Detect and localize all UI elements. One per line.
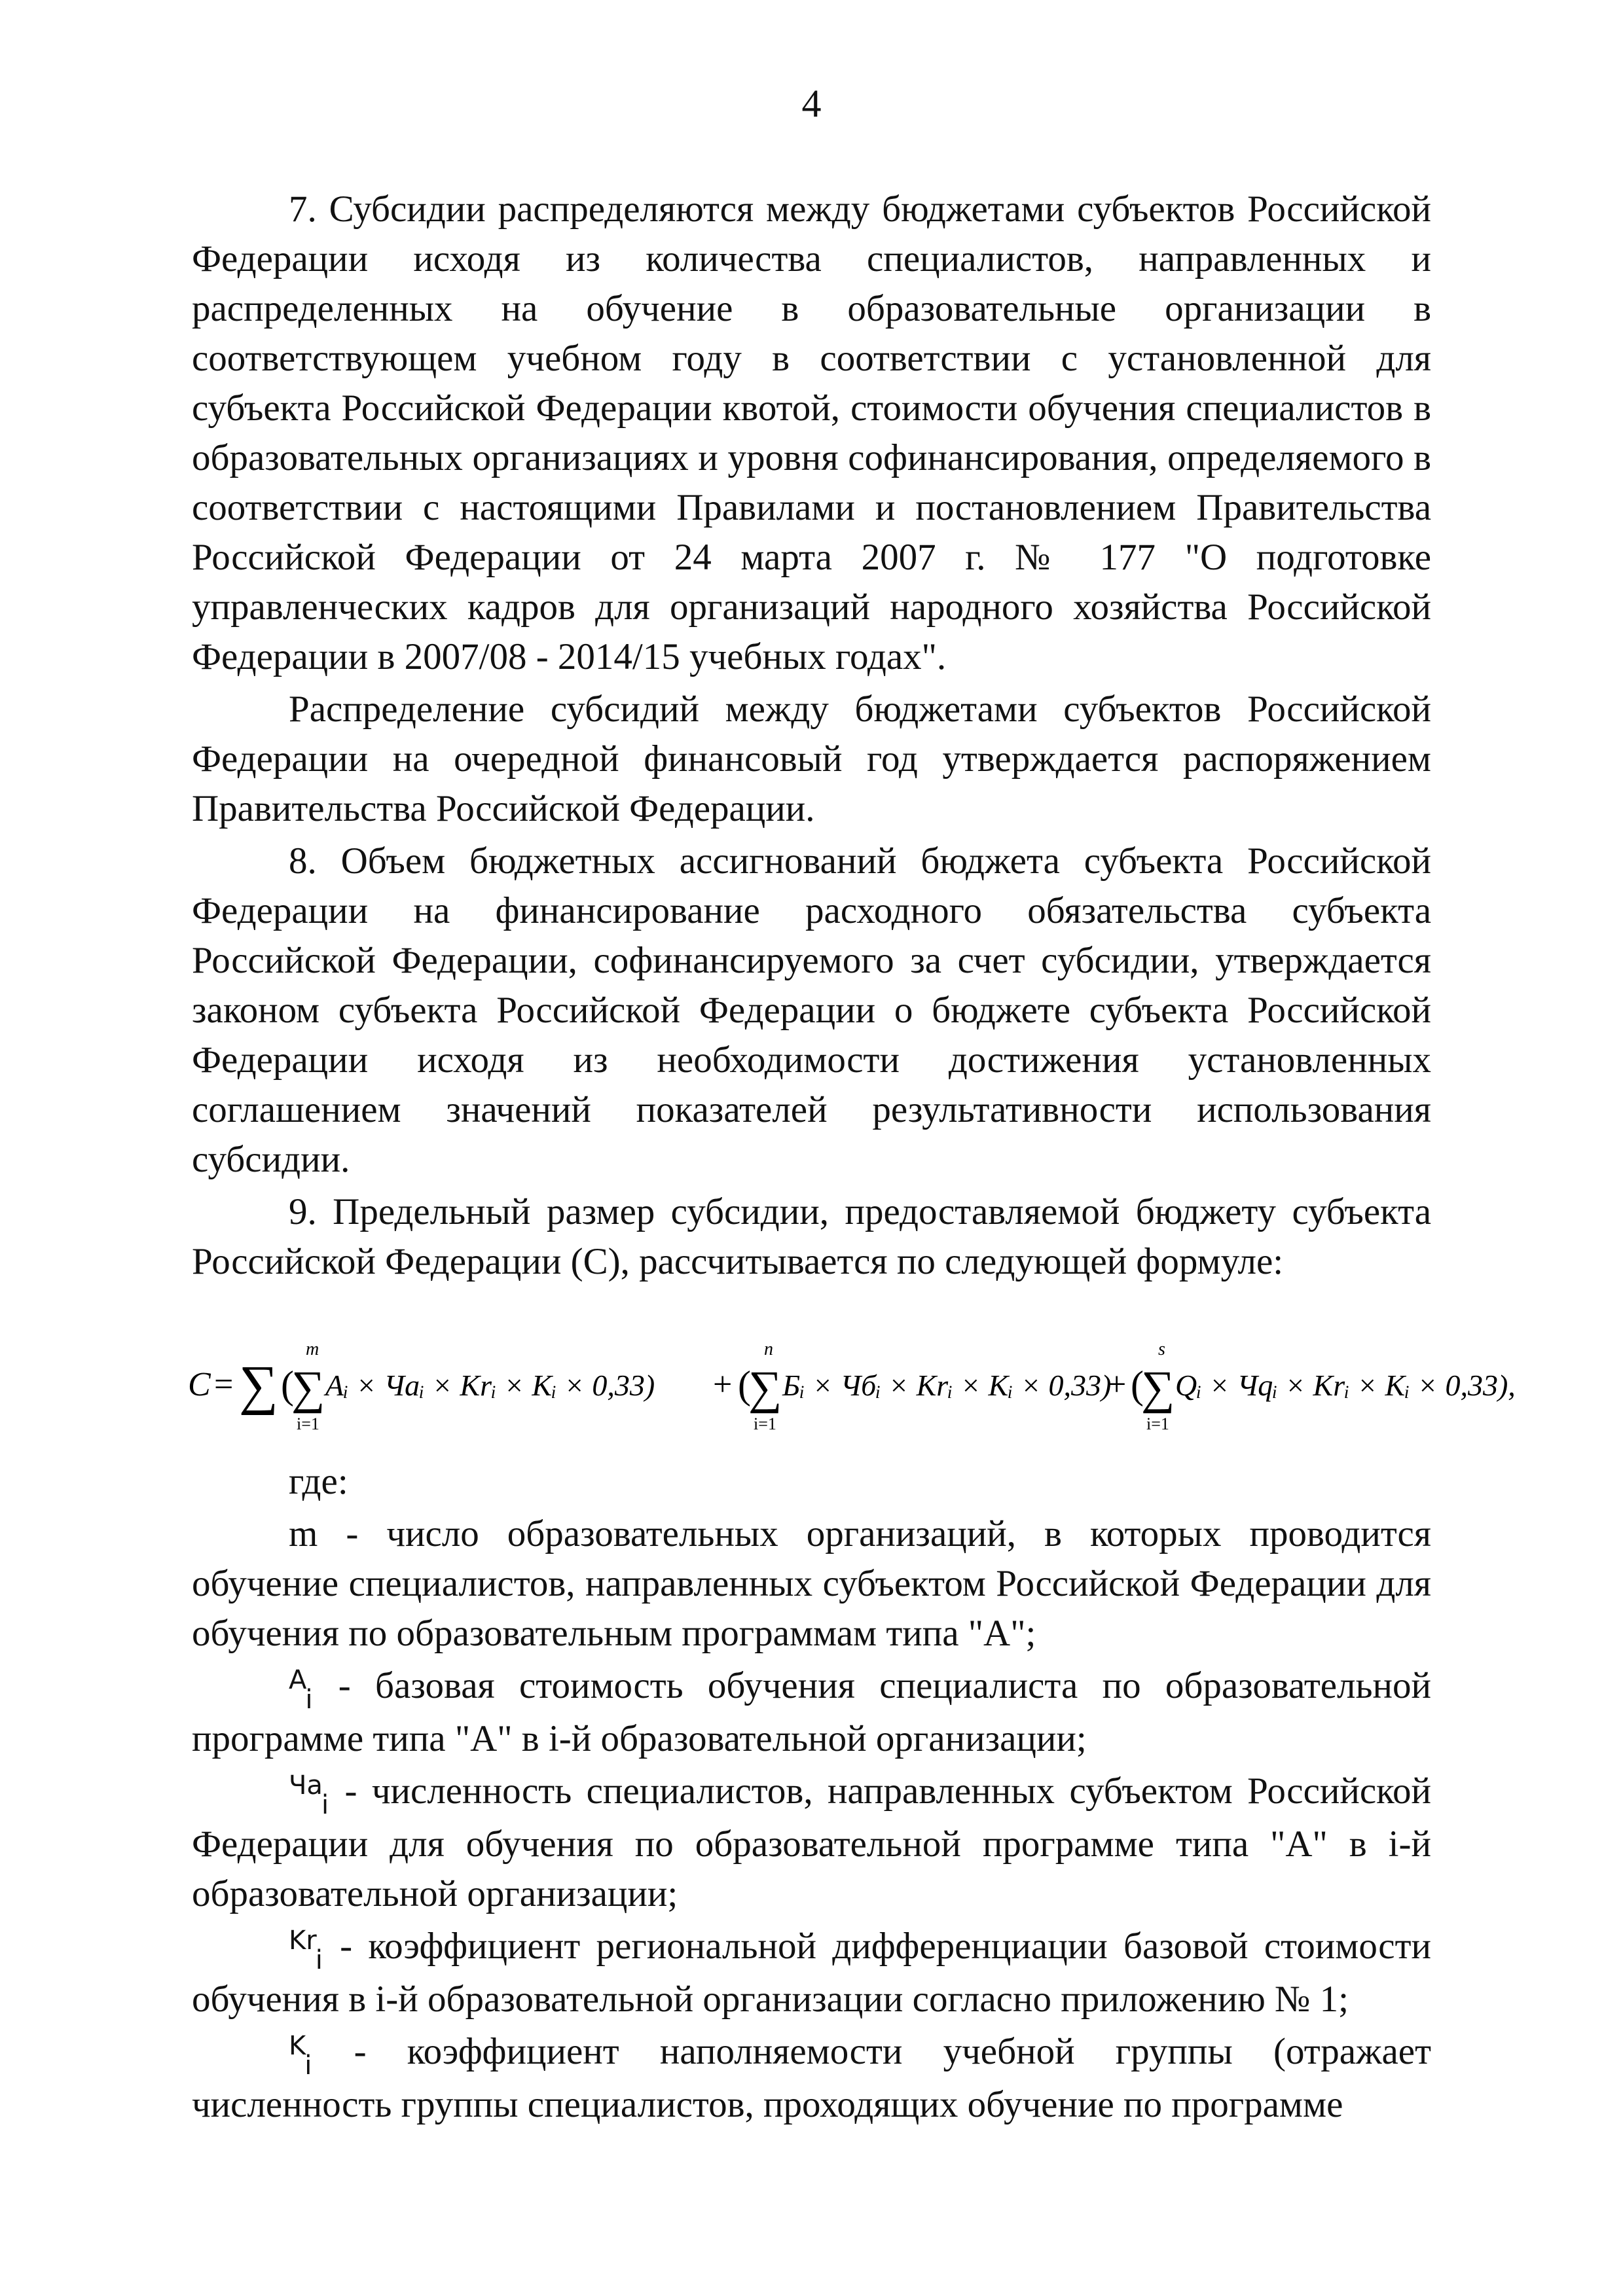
definition-cha-symbol: $^{Чa}_i$ [289,1770,329,1820]
formula-t2-lower: i=1 [754,1414,776,1433]
formula-t3-body: Qᵢ × Чqᵢ × Krᵢ × Kᵢ × 0,33), [1175,1369,1516,1402]
page-number: 4 [801,82,822,125]
definition-cha-text: - численность специалистов, направленных субъектом Российской Федерации для обучения по образовательной программе типа "A" в i-й образовательной организации; [192,1770,1431,1914]
formula-equals: = [214,1366,234,1403]
paragraph-7: 7. Субсидии распределяются между бюджетами субъектов Российской Федерации исходя из количества специалистов, направленных и распределенных на обучение в образовательные организации в соответствующем учебном году в соответствии с установленной для субъекта Российской Федерации квотой, стоимости обучения специалистов в образовательных организациях и уровня софинансирования, определяемого в соответствии с настоящими Правилами и постановлением Правительства Российской Федерации от 24 марта 2007 г. № 177 "О подготовке управленческих кадров для организаций народного хозяйства Российской Федерации в 2007/08 - 2014/15 учебных годах". [192,188,1431,677]
definition-k-text: - коэффициент наполняемости учебной группы (отражает численность группы специалистов, проходящих обучение по программе [192,2031,1431,2125]
definition-kr-symbol: $^{Kr}_i$ [289,1926,323,1975]
where-label: где: [289,1461,348,1502]
definition-m: m - число образовательных организаций, в которых проводится обучение специалистов, направленных субъектом Российской Федерации для обучения по образовательным программам типа "A"; [192,1513,1431,1654]
formula-lhs: C [188,1366,211,1403]
paragraph-7-distribution: Распределение субсидий между бюджетами субъектов Российской Федерации на очередной финансовый год утверждается распоряжением Правительства Российской Федерации. [192,689,1431,829]
definition-cha [192,1767,1431,1919]
formula-t3-lower: i=1 [1146,1414,1169,1433]
document-body [188,185,1516,2130]
formula-open-paren-1: ( [281,1363,294,1407]
formula-open-paren-2: ( [738,1363,751,1407]
definition-a-symbol: $^A_i$ [289,1665,313,1715]
definition-k-symbol: $^K_i$ [289,2031,312,2081]
formula-t1-sum: ∑ [291,1361,325,1414]
formula-plus-1: + [713,1366,733,1403]
formula-outer-sum: ∑ [239,1355,278,1416]
paragraph-9: 9. Предельный размер субсидии, предоставляемой бюджету субъекта Российской Федерации (C), рассчитывается по следующей формуле: [192,1191,1431,1282]
formula-open-paren-3: ( [1131,1363,1144,1407]
formula-t1-body: Aᵢ × Чaᵢ × Krᵢ × Kᵢ × 0,33) [325,1369,655,1402]
formula-t3-upper: s [1158,1339,1165,1359]
definition-kr-text: - коэффициент региональной дифференциации базовой стоимости обучения в i-й образовательной организации согласно приложению № 1; [192,1926,1431,2020]
definition-kr [192,1922,1431,2024]
formula-graphic [188,1326,1516,1457]
formula-t3-sum: ∑ [1141,1361,1175,1414]
definition-a [192,1661,1431,1764]
formula-t2-body: Бᵢ × Чбᵢ × Krᵢ × Kᵢ × 0,33) [782,1369,1112,1402]
formula-t1-lower: i=1 [297,1414,319,1433]
formula-t2-sum: ∑ [748,1361,782,1414]
subsidy-formula [188,1326,1516,1457]
formula-t2-upper: n [764,1339,773,1359]
definition-k [192,2027,1431,2130]
paragraph-8: 8. Объем бюджетных ассигнований бюджета субъекта Российской Федерации на финансирование расходного обязательства субъекта Российской Федерации, софинансируемого за счет субсидии, утверждается законом субъекта Российской Федерации о бюджете субъекта Российской Федерации исходя из необходимости достижения установленных соглашением значений показателей результативности использования субсидии. [192,840,1431,1180]
formula-t1-upper: m [306,1339,319,1359]
formula-plus-2: + [1107,1366,1127,1403]
definition-a-text: - базовая стоимость обучения специалиста по образовательной программе типа "A" в i-й образовательной организации; [192,1665,1431,1759]
